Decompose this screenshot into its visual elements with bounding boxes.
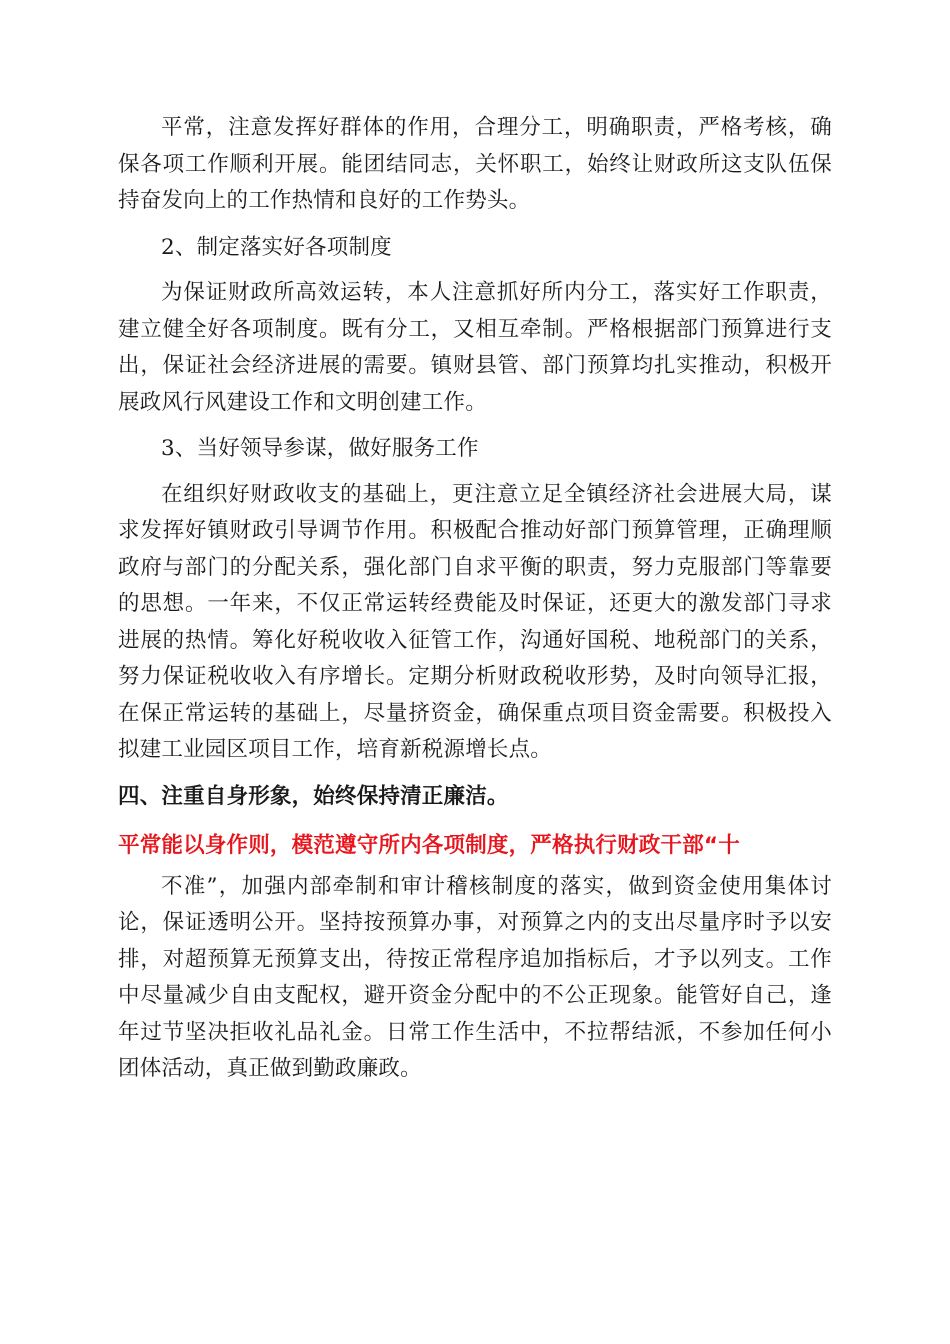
subheading-systems: 2、制定落实好各项制度 [161,234,392,260]
subheading-advisor: 3、当好领导参谋，做好服务工作 [161,436,479,461]
highlighted-line-red: 平常能以身作则，模范遵守所内各项制度，严格执行财政干部“十 [118,833,740,858]
paragraph-advisor: 在组织好财政收支的基础上，更注意立足全镇经济社会进展大局，谋求发挥好镇财政引导调节作用。积极配合推动好部门预算管理，正确理顺政府与部门的分配关系，强化部门自求平衡的职责，努力克服部门等靠要的思想。一年来，不仅正常运转经费能及时保证，还更大的激发部门寻求进展的热情。筹化好税收收入征管工作，沟通好国税、地税部门的关系，努力保证税收收入有序增长。定期分析财政税收形势，及时向领导汇报，在保正常运转的基础上，尽量挤资金，确保重点项目资金需要。积极投入拟建工业园区项目工作，培育新税源增长点。 [118,481,832,762]
document-body [118,110,832,1088]
paragraph-systems: 为保证财政所高效运转，本人注意抓好所内分工，落实好工作职责，建立健全好各项制度。既有分工，又相互牵制。严格根据部门预算进行支出，保证社会经济进展的需要。镇财县管、部门预算均扎实推动，积极开展政风行风建设工作和文明创建工作。 [118,280,832,415]
section-heading-integrity: 四、注重自身形象，始终保持清正廉洁。 [118,783,509,809]
paragraph-integrity: 不准”，加强内部牵制和审计稽核制度的落实，做到资金使用集体讨论，保证透明公开。坚持按预算办事，对预算之内的支出尽量序时予以安排，对超预算无预算支出，待按正常程序追加指标后，才予以列支。工作中尽量减少自由支配权，避开资金分配中的不公正现象。能管好自己，逢年过节坚决拒收礼品礼金。日常工作生活中，不拉帮结派，不参加任何小团体活动，真正做到勤政廉政。 [118,873,832,1081]
paragraph-team-work: 平常，注意发挥好群体的作用，合理分工，明确职责，严格考核，确保各项工作顺利开展。能团结同志，关怀职工，始终让财政所这支队伍保持奋发向上的工作热情和良好的工作势头。 [118,115,832,213]
